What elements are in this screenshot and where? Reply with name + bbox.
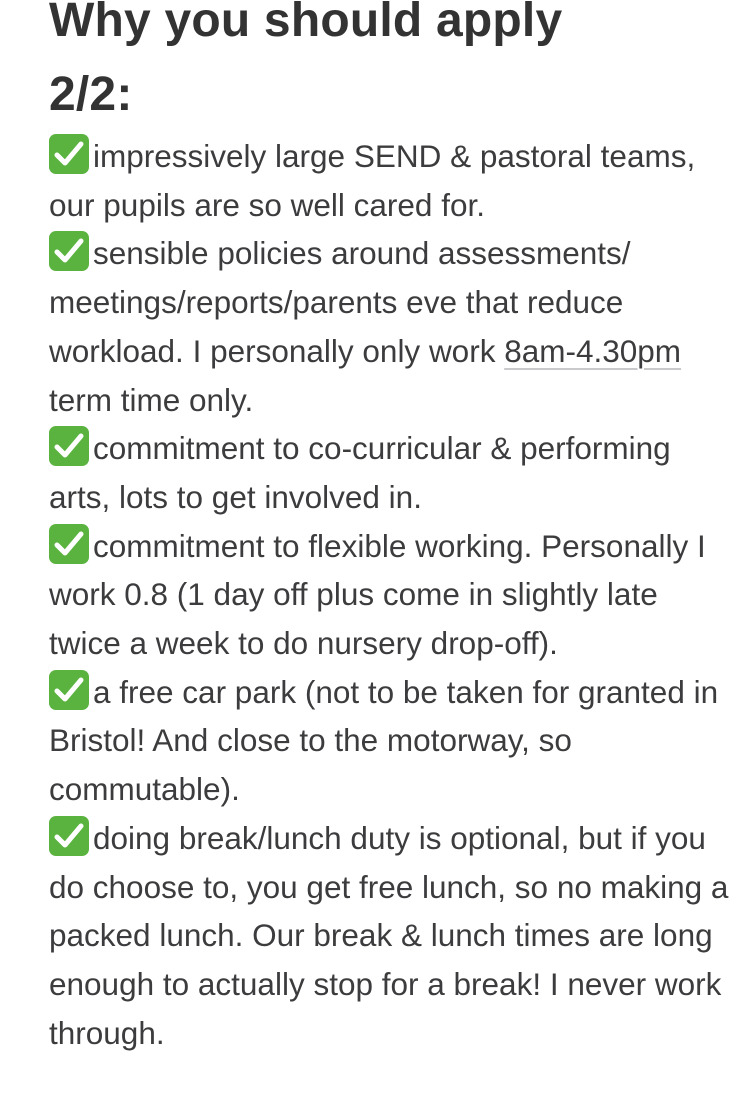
check-mark-button-icon bbox=[49, 231, 89, 271]
list-item-text: a free car park (not to be taken for granted in Bristol! And close to the motorway, so commutable). bbox=[49, 673, 719, 808]
list-item bbox=[49, 668, 729, 814]
note-title bbox=[49, 0, 729, 132]
check-mark-button-icon bbox=[49, 670, 89, 710]
note-body bbox=[49, 132, 729, 1057]
check-mark-button-icon bbox=[49, 524, 89, 564]
list-item bbox=[49, 814, 729, 1058]
list-item bbox=[49, 522, 729, 668]
list-item-text: doing break/lunch duty is optional, but if you do choose to, you get free lunch, so no making a packed lunch. Our break & lunch times are long enough to actually stop for a break! I never work through. bbox=[49, 819, 729, 1051]
list-item bbox=[49, 132, 729, 229]
note-title-line-2: 2/2: bbox=[49, 68, 133, 121]
check-mark-button-icon bbox=[49, 816, 89, 856]
list-item bbox=[49, 424, 729, 521]
list-item-text: sensible policies around assessments/ meetings/reports/parents eve that reduce workload. I personally only work bbox=[49, 235, 631, 369]
list-item-text-after: term time only. bbox=[49, 381, 254, 418]
check-mark-button-icon bbox=[49, 426, 89, 466]
list-item-text: commitment to flexible working. Personally I work 0.8 (1 day off plus come in slightly late twice a week to do nursery drop-off). bbox=[49, 527, 706, 662]
note-title-line-1: Why you should apply bbox=[49, 0, 563, 47]
list-item bbox=[49, 229, 729, 424]
check-mark-button-icon bbox=[49, 134, 89, 174]
list-item-text: impressively large SEND & pastoral teams, our pupils are so well cared for. bbox=[49, 138, 696, 223]
note-page bbox=[49, 0, 729, 1057]
list-item-text: commitment to co-curricular & performing arts, lots to get involved in. bbox=[49, 430, 671, 515]
time-range-link[interactable]: 8am-4.30pm bbox=[504, 332, 682, 369]
